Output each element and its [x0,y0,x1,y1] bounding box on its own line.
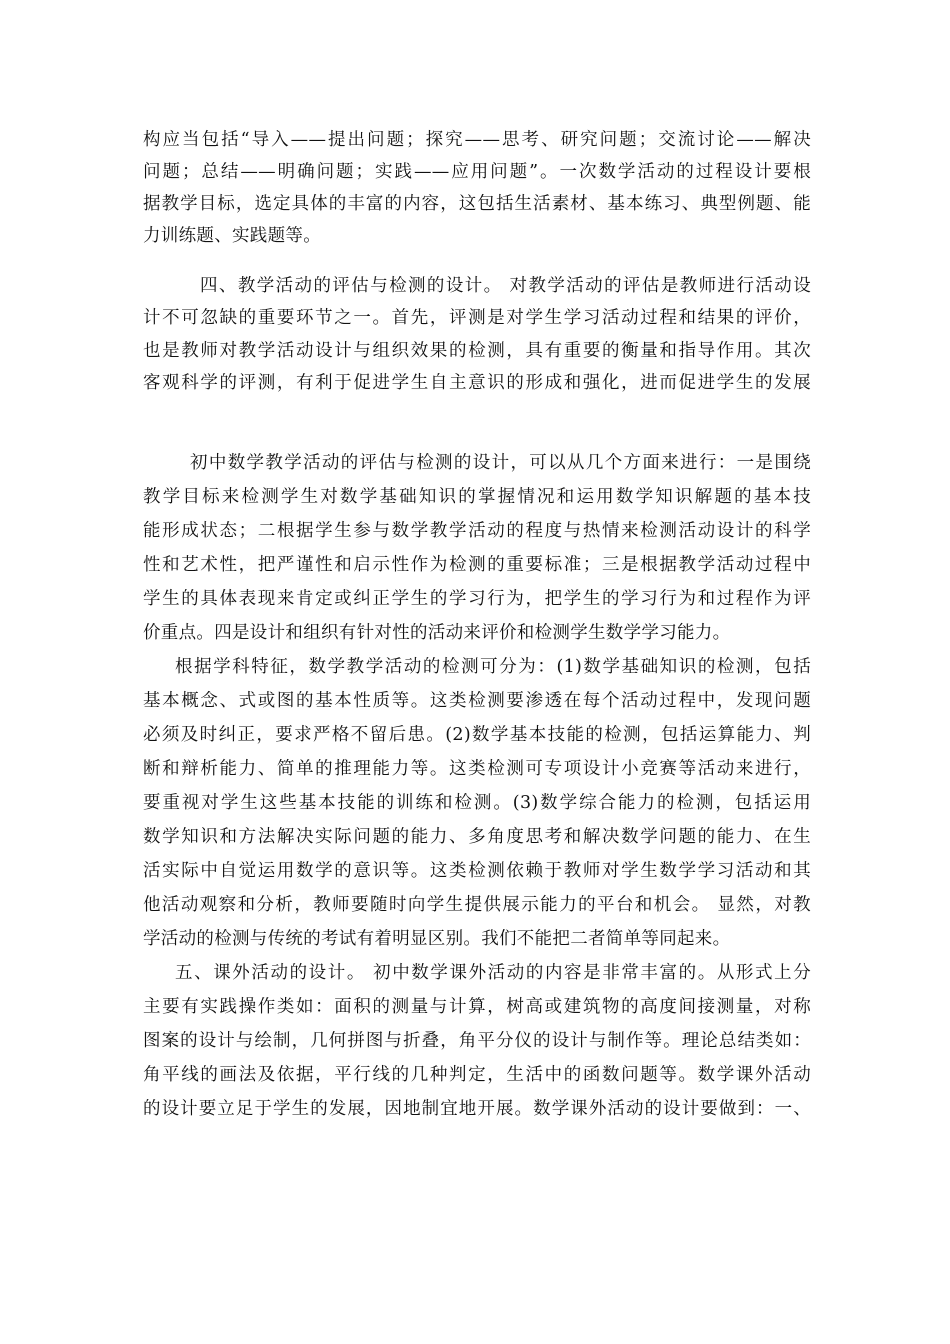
paragraph-2-line-3: 也是教师对教学活动设计与组织效果的检测，具有重要的衡量和指导作用。其次 [143,341,811,361]
paragraph-1-line-2: 问题；总结——明确问题；实践——应用问题”。一次数学活动的过程设计要根 [143,162,811,182]
paragraph-1-line-3: 据教学目标，选定具体的丰富的内容，这包括生活素材、基本练习、典型例题、能 [143,194,811,214]
paragraph-4-line-3: 必须及时纠正，要求严格不留后患。(2)数学基本技能的检测，包括运算能力、判 [143,725,811,745]
paragraph-1-line-1: 构应当包括“导入——提出问题；探究——思考、研究问题；交流讨论——解决 [143,130,811,150]
paragraph-2-line-4: 客观科学的评测，有利于促进学生自主意识的形成和强化，进而促进学生的发展 [143,373,811,393]
paragraph-4-line-9: 学活动的检测与传统的考试有着明显区别。我们不能把二者简单等同起来。 [143,929,731,949]
paragraph-3-line-6: 价重点。四是设计和组织有针对性的活动来评价和检测学生数学学习能力。 [143,623,731,643]
paragraph-4-line-1: 根据学科特征，数学教学活动的检测可分为：(1)数学基础知识的检测，包括 [175,657,811,677]
paragraph-4-line-8: 他活动观察和分析，教师要随时向学生提供展示能力的平台和机会。 显然，对教 [143,895,811,915]
paragraph-5-line-4: 角平线的画法及依据，平行线的几种判定，生活中的函数问题等。数学课外活动 [143,1065,811,1085]
paragraph-3-line-4: 性和艺术性，把严谨性和启示性作为检测的重要标准；三是根据教学活动过程中 [143,555,811,575]
paragraph-4-line-5: 要重视对学生这些基本技能的训练和检测。(3)数学综合能力的检测，包括运用 [143,793,811,813]
paragraph-5-line-5: 的设计要立足于学生的发展，因地制宜地开展。数学课外活动的设计要做到：一、 [143,1099,811,1119]
paragraph-2-line-2: 计不可忽缺的重要环节之一。首先，评测是对学生学习活动过程和结果的评价， [143,308,811,328]
paragraph-1-line-4: 力训练题、实践题等。 [143,226,321,246]
paragraph-3-line-2: 教学目标来检测学生对数学基础知识的掌握情况和运用数学知识解题的基本技 [143,487,811,507]
paragraph-4-line-6: 数学知识和方法解决实际问题的能力、多角度思考和解决数学问题的能力、在生 [143,827,811,847]
paragraph-3-line-5: 学生的具体表现来肯定或纠正学生的学习行为，把学生的学习行为和过程作为评 [143,589,811,609]
paragraph-4-line-2: 基本概念、式或图的基本性质等。这类检测要渗透在每个活动过程中，发现问题 [143,691,811,711]
paragraph-2-line-1: 四、教学活动的评估与检测的设计。 对教学活动的评估是教师进行活动设 [200,276,811,296]
paragraph-4-line-7: 活实际中自觉运用数学的意识等。这类检测依赖于教师对学生数学学习活动和其 [143,861,811,881]
paragraph-5-line-1: 五、课外活动的设计。 初中数学课外活动的内容是非常丰富的。从形式上分 [175,963,811,983]
paragraph-3-line-1: 初中数学教学活动的评估与检测的设计，可以从几个方面来进行：一是围绕 [190,453,811,473]
paragraph-3-line-3: 能形成状态；二根据学生参与数学教学活动的程度与热情来检测活动设计的科学 [143,521,811,541]
paragraph-4-line-4: 断和辩析能力、简单的推理能力等。这类检测可专项设计小竞赛等活动来进行， [143,759,811,779]
paragraph-5-line-3: 图案的设计与绘制，几何拼图与折叠，角平分仪的设计与制作等。理论总结类如： [143,1031,811,1051]
paragraph-5-line-2: 主要有实践操作类如：面积的测量与计算，树高或建筑物的高度间接测量，对称 [143,997,811,1017]
